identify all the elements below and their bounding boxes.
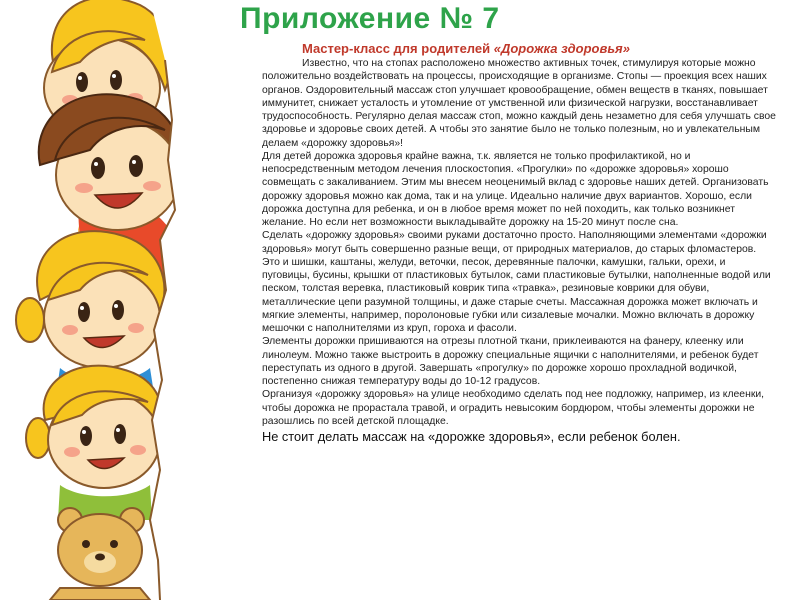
kid-face-4 xyxy=(26,366,162,488)
teddy-bear-icon xyxy=(50,508,150,600)
article-body xyxy=(262,57,776,445)
page-title: Приложение № 7 xyxy=(240,2,500,35)
page-subtitle xyxy=(302,41,630,56)
paragraph-materials: Сделать «дорожку здоровья» своими руками достаточно просто. Наполняющими элементами «дорожки здоровья» могут быть совершенно разные вещи, от природных материалов, до старых фломастеров. Это и шишки, каштаны, желуди, веточки, песок, деревянные палочки, камушки, гальки, орехи, и пуговицы, бусины, крышки от пластиковых бутылок, сами пластиковые бутылки, наполненные водой или песком, толстая веревка, пластиковый коврик типа «травка», резиновые коврики для обуви, металлические цепи разумной толщины, и даже старые счеты. Массажная дорожка может включать и мягкие элементы, например, поролоновые губки или сизалевые мочалки. Можно включать в дорожку мешочки с наполнителями из круп, гороха и фасоли. xyxy=(262,230,771,334)
paragraph-importance: Для детей дорожка здоровья крайне важна, т.к. является не только профилактикой, но и непосредственным методом лечения плоскостопия. «Прогулки» по «дорожке здоровья» хорошо совмещать с закаливанием. Этим мы внесем неоценимый вклад с здоровье наших детей. Организовать дорожку здоровья можно как дома, так и на улице. Идеально наличие двух вариантов. Хорошо, если дорожка доступна для ребенка, и он в любое время может по ней походить, как только возникнет желание. Но если нет возможности выкладывайте дорожку на 15-20 минут после сна. xyxy=(262,150,769,228)
subtitle-highlight: «Дорожка здоровья» xyxy=(493,41,630,56)
kids-peeking-illustration xyxy=(0,0,280,600)
closing-note: Не стоит делать массаж на «дорожке здоровья», если ребенок болен. xyxy=(262,429,681,444)
subtitle-prefix: Мастер-класс для родителей xyxy=(302,41,494,56)
paragraph-intro: Известно, что на стопах расположено множество активных точек, стимулируя которые можно положительно воздействовать на процессы, происходящие в организме. Стопы — проекция всех наших органов. Оздоровительный массаж стоп улучшает кровообращение, обмен веществ в тканях, повышает иммунитет, снижает усталость и утомление от умственной или физической нагрузки, восстанавливает трудоспособность. Регулярно делая массаж стоп, можно каждый день незаметно для себя улучшать свое здоровье и здоровье своих детей. А чтобы это занятие было не только полезным, но и увлекательным делаем «дорожку здоровья»! xyxy=(262,58,776,149)
kid-face-2 xyxy=(39,94,182,230)
kid-face-3 xyxy=(16,231,164,368)
paragraph-outdoor: Организуя «дорожку здоровья» на улице необходимо сделать под нее подложку, например, из клеенки, чтобы дорожка не прорастала травой, и оградить невысоким бордюром, чтобы элементы дорожки не разошлись по всей детской площадке. xyxy=(262,389,765,427)
paragraph-assembly: Элементы дорожки пришиваются на отрезы плотной ткани, приклеиваются на фанеру, клеенку или линолеум. Можно также выстроить в дорожку специальные ящички с наполнителями, и ребенок будет переступать из одного в другой. Завершать «прогулку» по дорожке хорошо прохладной водичкой, постепенно снижая температуру воды до 10-12 градусов. xyxy=(262,336,759,387)
